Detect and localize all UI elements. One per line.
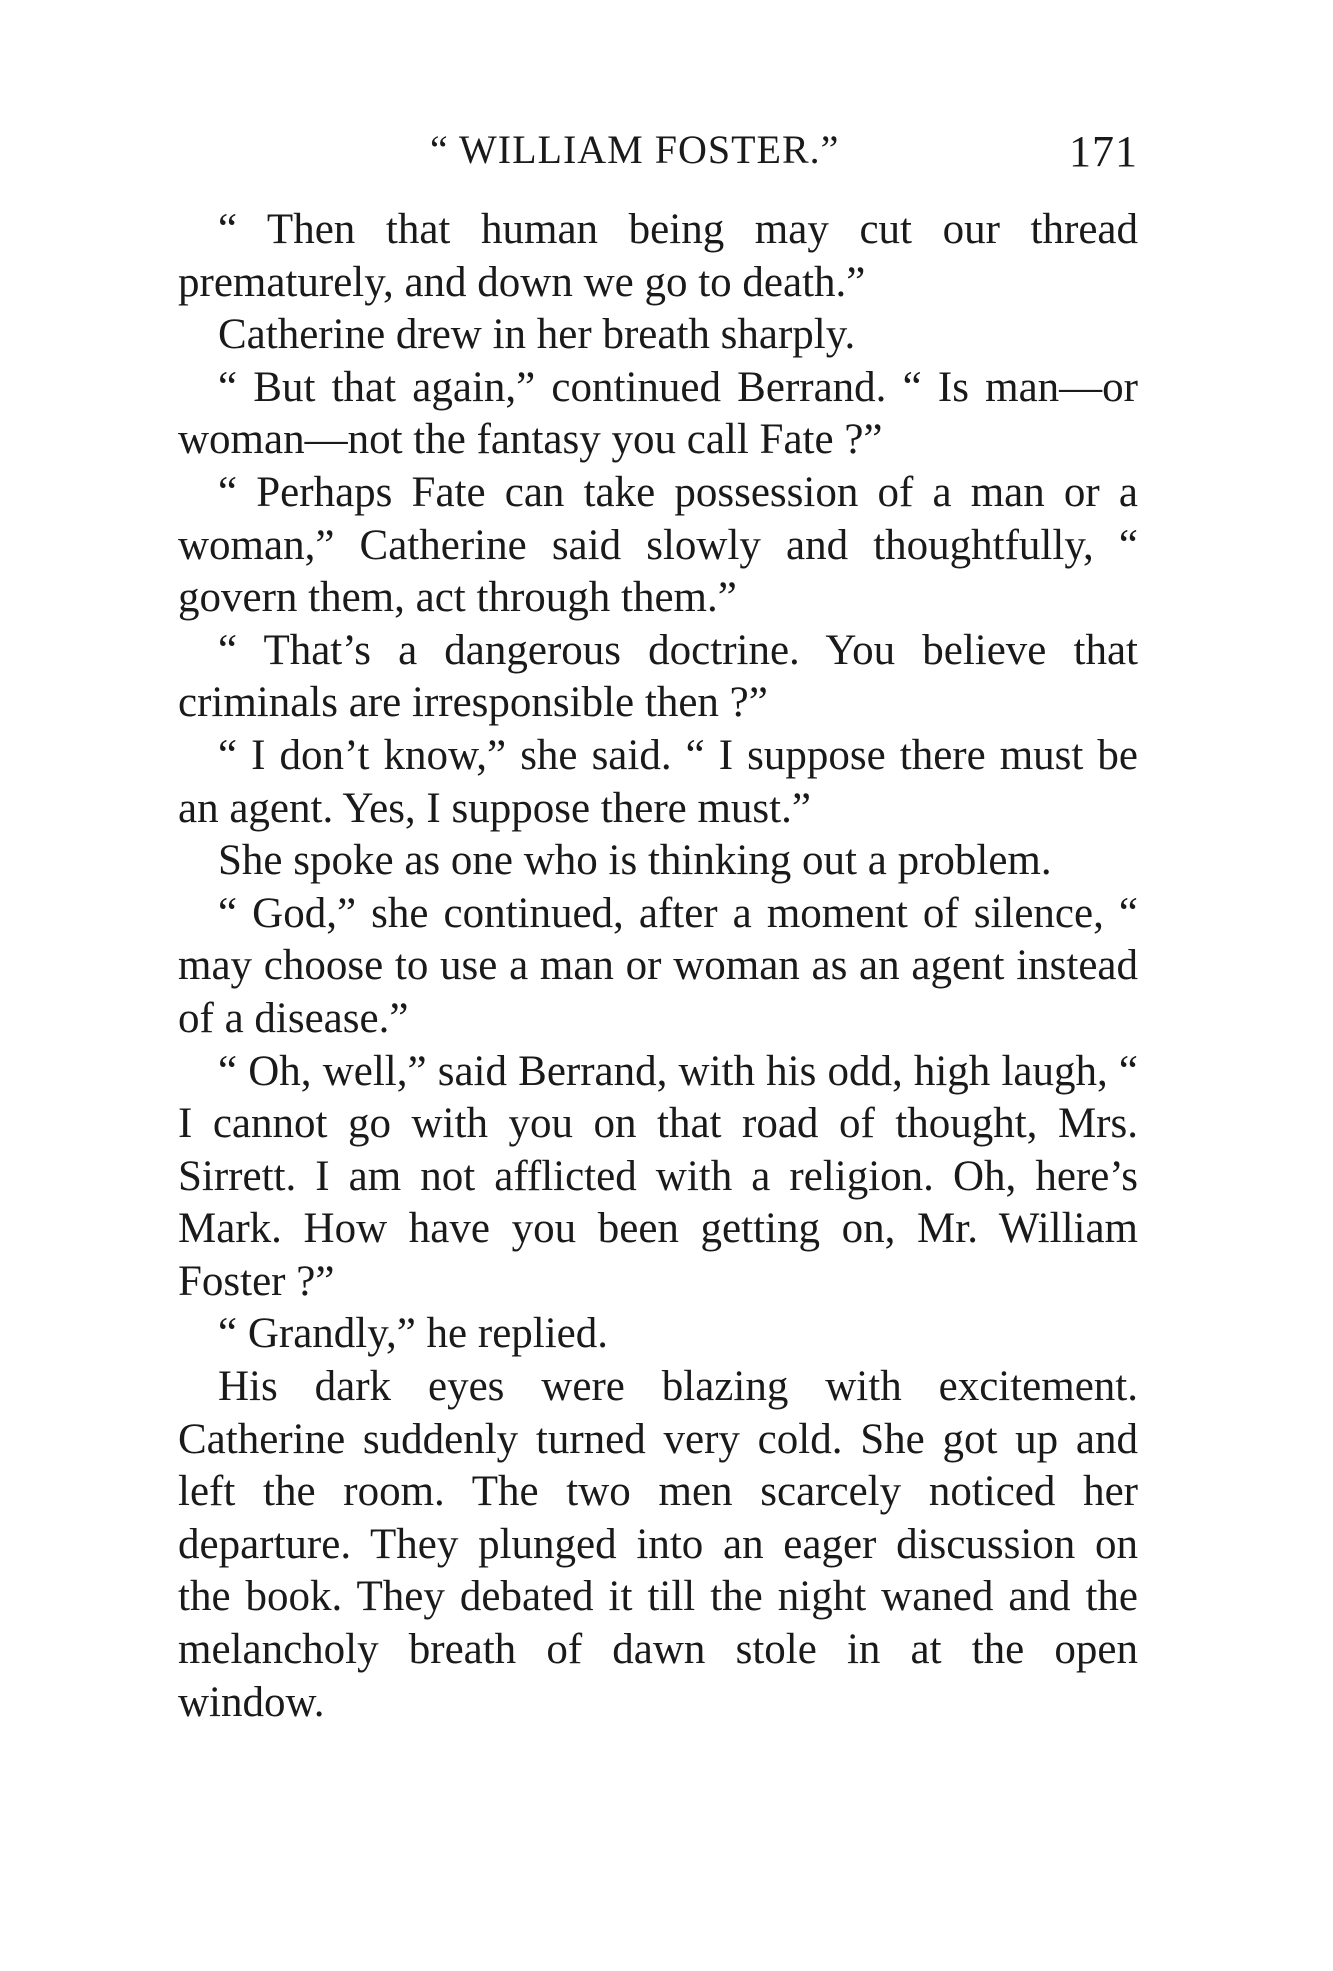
paragraph: “ Grandly,” he replied. bbox=[218, 1310, 609, 1358]
paragraph: “ Oh, well,” said Berrand, with his odd, high laugh, “ I cannot go with you on that road of thought, Mrs. Sirrett. I am not afflicted with a religion. Oh, here’s Mark. How have you been getting on, Mr. William Foster ?” bbox=[178, 1047, 1138, 1305]
paragraph: She spoke as one who is thinking out a problem. bbox=[218, 837, 1052, 885]
paragraph: “ I don’t know,” she said. “ I suppose there must be an agent. Yes, I suppose there must.” bbox=[178, 731, 1138, 832]
page-number: 171 bbox=[1069, 127, 1138, 176]
paragraph: “ God,” she continued, after a moment of silence, “ may choose to use a man or woman as an agent instead of a disease.” bbox=[178, 889, 1138, 1042]
paragraph: “ That’s a dangerous doctrine. You believe that criminals are irresponsible then ?” bbox=[178, 626, 1138, 727]
body-text bbox=[178, 204, 1138, 1729]
book-page bbox=[178, 126, 1138, 1729]
paragraph: “ Perhaps Fate can take possession of a man or a woman,” Catherine said slowly and thoughtfully, “ govern them, act through them.” bbox=[178, 468, 1138, 622]
running-head bbox=[178, 126, 1138, 184]
paragraph: “ But that again,” continued Berrand. “ Is man—or woman—not the fantasy you call Fate ?” bbox=[178, 363, 1138, 464]
paragraph: “ Then that human being may cut our thread prematurely, and down we go to death.” bbox=[178, 206, 1138, 306]
paragraph: His dark eyes were blazing with excitement. Catherine suddenly turned very cold. She got up and left the room. The two men scarcely noticed her departure. They plunged into an eager discussion on the book. They debated it till the night waned and the melancholy breath of dawn stole in at the open window. bbox=[178, 1363, 1138, 1726]
running-title: “ WILLIAM FOSTER.” bbox=[430, 127, 840, 172]
paragraph: Catherine drew in her breath sharply. bbox=[218, 311, 856, 359]
